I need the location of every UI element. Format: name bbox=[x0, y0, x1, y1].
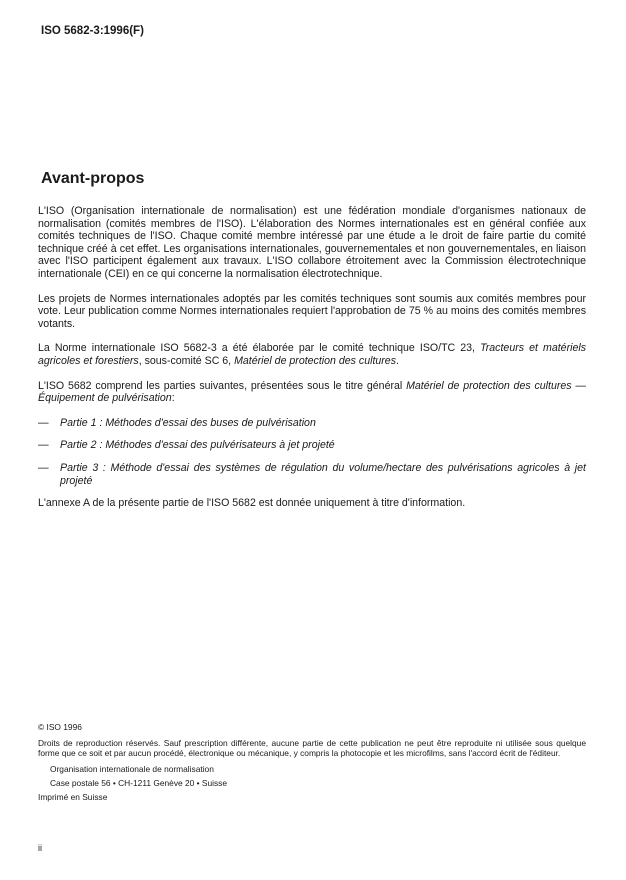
body-text bbox=[38, 205, 586, 522]
section-title: Avant-propos bbox=[41, 170, 145, 187]
printed-in: Imprimé en Suisse bbox=[38, 792, 108, 802]
document-identifier: ISO 5682-3:1996(F) bbox=[41, 25, 144, 37]
page-number: ii bbox=[38, 843, 42, 853]
parts-intro-colon: : bbox=[171, 392, 175, 405]
paragraph-annex: L'annexe A de la présente partie de l'ISO 5682 est donnée uniquement à titre d'information. bbox=[38, 497, 466, 510]
dash-bullet: — bbox=[38, 439, 49, 452]
organization-address: Case postale 56 • CH-1211 Genève 20 • Suisse bbox=[50, 778, 228, 788]
organization-name: Organisation internationale de normalisation bbox=[50, 764, 214, 774]
committee-text-1: La Norme internationale ISO 5682-3 a été élaborée par le comité technique ISO/TC 23, bbox=[38, 342, 481, 355]
committee-text-2: , sous-comité SC 6, bbox=[138, 354, 235, 367]
copyright-notice: © ISO 1996 bbox=[38, 722, 82, 732]
list-item bbox=[38, 417, 586, 430]
paragraph-parts-intro bbox=[38, 380, 586, 405]
list-item bbox=[38, 439, 586, 452]
list-item bbox=[38, 462, 586, 487]
parts-intro-text: L'ISO 5682 comprend les parties suivantes, présentées sous le titre général bbox=[38, 379, 407, 392]
paragraph-voting: Les projets de Normes internationales adoptés par les comités techniques sont soumis aux comités membres pour vote. Leur publication comme Normes internationales requiert l'approbation de 75 % au moins des comités membres votants. bbox=[38, 292, 586, 330]
part-title: Partie 1 : Méthodes d'essai des buses de pulvérisation bbox=[60, 416, 316, 429]
subcommittee-name: Matériel de protection des cultures bbox=[234, 354, 396, 367]
committee-name: Tracteurs et matériels agricoles et forestiers bbox=[38, 342, 586, 367]
dash-bullet: — bbox=[38, 461, 49, 474]
general-title: Matériel de protection des cultures — Équipement de pulvérisation bbox=[38, 379, 586, 405]
parts-list bbox=[38, 417, 586, 487]
part-title: Partie 3 : Méthode d'essai des systèmes de régulation du volume/hectare des pulvérisations agricoles à jet projeté bbox=[60, 461, 586, 487]
paragraph-iso-intro: L'ISO (Organisation internationale de normalisation) est une fédération mondiale d'organismes nationaux de normalisation (comités membres de l'ISO). L'élaboration des Normes internationales est en général confiée aux comités techniques de l'ISO. Chaque comité membre intéressé par une étude a le droit de faire partie du comité technique créé à cet effet. Les organisations internationales, gouvernementales et non gouvernementales, en liaison avec l'ISO participent également aux travaux. L'ISO collabore étroitement avec la Commission électrotechnique internationale (CEI) en ce qui concerne la normalisation électrotechnique. bbox=[38, 205, 586, 280]
committee-text-3: . bbox=[396, 354, 399, 367]
copyright-footer bbox=[38, 722, 586, 802]
dash-bullet: — bbox=[38, 416, 49, 429]
paragraph-committee bbox=[38, 342, 586, 367]
rights-statement: Droits de reproduction réservés. Sauf prescription différente, aucune partie de cette publication ne peut être reproduite ni utilisée sous quelque forme que ce soit et par aucun procédé, électronique ou mécanique, y compris la photocopie et les microfilms, sans l'accord écrit de l'éditeur. bbox=[38, 738, 586, 758]
part-title: Partie 2 : Méthodes d'essai des pulvérisateurs à jet projeté bbox=[60, 439, 335, 452]
